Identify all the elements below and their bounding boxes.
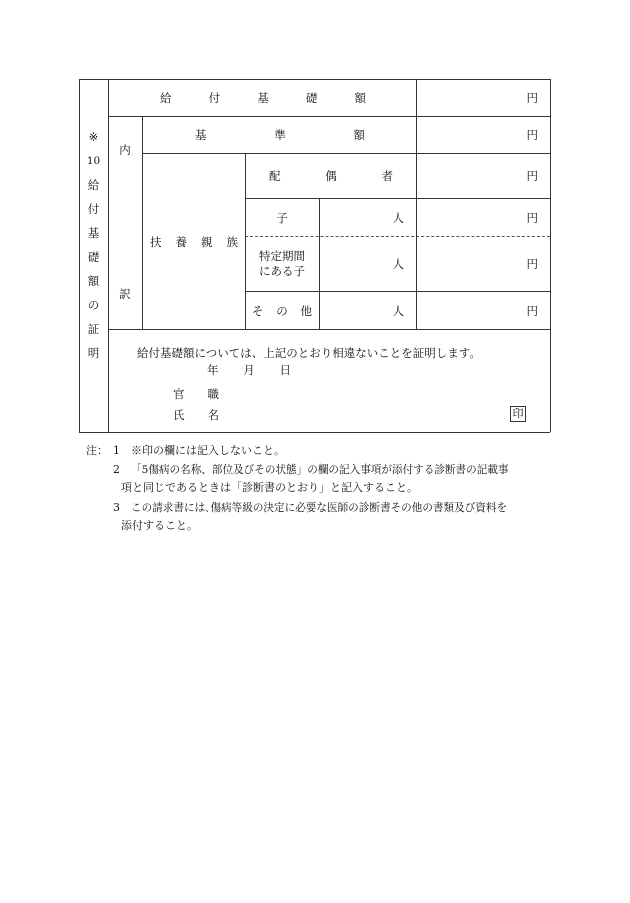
side-label-char: 額 — [87, 274, 100, 288]
label-char: 族 — [226, 235, 238, 249]
note-1-text: ※印の欄には記入しないこと。 — [131, 444, 285, 457]
note-3-text-cont: 添付すること。 — [121, 519, 198, 532]
year-label: 年 — [207, 363, 219, 377]
label-char: 官 — [173, 387, 185, 401]
note-3-number: 3 — [113, 501, 120, 514]
name-label — [173, 407, 219, 423]
month-label: 月 — [243, 363, 255, 377]
sonota-amount-field[interactable] — [417, 292, 550, 329]
yen-unit: 円 — [526, 210, 538, 225]
kijungaku-label — [195, 117, 365, 153]
tokutei-amount-field[interactable] — [417, 237, 550, 291]
label-char: 名 — [207, 408, 219, 422]
note-1-number: 1 — [113, 444, 120, 457]
official-title-label — [173, 386, 219, 402]
label-char: 他 — [300, 303, 312, 318]
ko-count-field[interactable] — [320, 199, 416, 236]
sonota-count-field[interactable] — [320, 292, 416, 329]
label-char: 配 — [269, 169, 281, 183]
day-label: 日 — [279, 363, 291, 377]
label-char: 職 — [207, 387, 219, 401]
note-2-text-cont: 項と同じであるときは「診断書のとおり」と記入すること。 — [121, 481, 418, 494]
table-line — [142, 116, 143, 329]
table-line — [108, 79, 109, 432]
nin-unit: 人 — [392, 210, 404, 225]
side-label-char: 付 — [87, 202, 100, 216]
side-label-char: 基 — [87, 226, 100, 240]
label-char: 扶 — [150, 235, 162, 249]
label-char: 基 — [195, 128, 207, 142]
note-2-text: 「5傷病の名称、部位及びその状態」の欄の記入事項が添付する診断書の記載事 — [131, 464, 509, 476]
sonota-label — [252, 292, 312, 329]
side-label-char: 明 — [87, 346, 100, 360]
table-border-right — [550, 79, 551, 432]
fuyou-shinzoku-label — [150, 230, 238, 254]
table-line — [108, 329, 550, 330]
kyufu-kisogaku-label — [160, 80, 366, 116]
kijungaku-amount-field[interactable] — [417, 117, 550, 153]
side-label-char: ※ — [88, 130, 99, 144]
wake-label: 訳 — [119, 287, 131, 301]
label-char: 偶 — [325, 169, 337, 183]
side-label-char: 給 — [87, 178, 100, 192]
yen-unit: 円 — [526, 257, 538, 271]
yen-unit: 円 — [526, 91, 538, 105]
side-label-char: の — [87, 298, 100, 312]
label-char: 準 — [274, 128, 286, 142]
label-char: 者 — [381, 169, 393, 183]
side-label-char: 礎 — [87, 250, 100, 264]
note-3-text: この請求書には､傷病等級の決定に必要な医師の診断書その他の書類及び資料を — [131, 502, 508, 514]
notes-prefix: 注： — [86, 444, 108, 457]
uchi-label: 内 — [119, 143, 131, 157]
label-char: 額 — [354, 91, 366, 105]
label-char: 氏 — [173, 408, 185, 422]
label-line: にある子 — [259, 264, 305, 278]
date-line[interactable] — [207, 362, 291, 378]
side-label-char: 証 — [87, 322, 100, 336]
yen-unit: 円 — [526, 128, 538, 142]
ko-label: 子 — [276, 210, 288, 225]
seal-stamp[interactable]: 印 — [510, 406, 526, 422]
side-label-char: 10 — [86, 155, 101, 167]
tokutei-count-field[interactable] — [320, 237, 416, 291]
label-char: 給 — [160, 91, 172, 105]
side-label-kyufu-kisogaku-shomei — [79, 125, 108, 365]
nin-unit: 人 — [392, 257, 404, 271]
label-char: 親 — [201, 235, 213, 249]
label-char: 額 — [353, 128, 365, 142]
yen-unit: 円 — [526, 169, 538, 183]
ko-amount-field[interactable] — [417, 199, 550, 236]
yen-unit: 円 — [526, 303, 538, 318]
label-line: 特定期間 — [259, 249, 305, 263]
tokutei-kikan-ko-label — [245, 237, 319, 291]
label-char: 基 — [257, 91, 269, 105]
label-char: 付 — [208, 91, 221, 105]
haigusha-label — [269, 154, 393, 198]
haigusha-amount-field[interactable] — [417, 154, 550, 198]
label-char: そ — [252, 303, 264, 318]
kyufu-kisogaku-amount-field[interactable] — [417, 80, 550, 116]
nin-unit: 人 — [392, 303, 404, 318]
label-char: 礎 — [305, 91, 318, 105]
note-2-number: 2 — [113, 463, 120, 476]
label-char: 養 — [175, 235, 187, 249]
table-border-bottom — [79, 432, 550, 433]
certification-statement: 給付基礎額については、上記のとおり相違ないことを証明します。 — [137, 346, 481, 360]
label-char: の — [276, 303, 288, 318]
